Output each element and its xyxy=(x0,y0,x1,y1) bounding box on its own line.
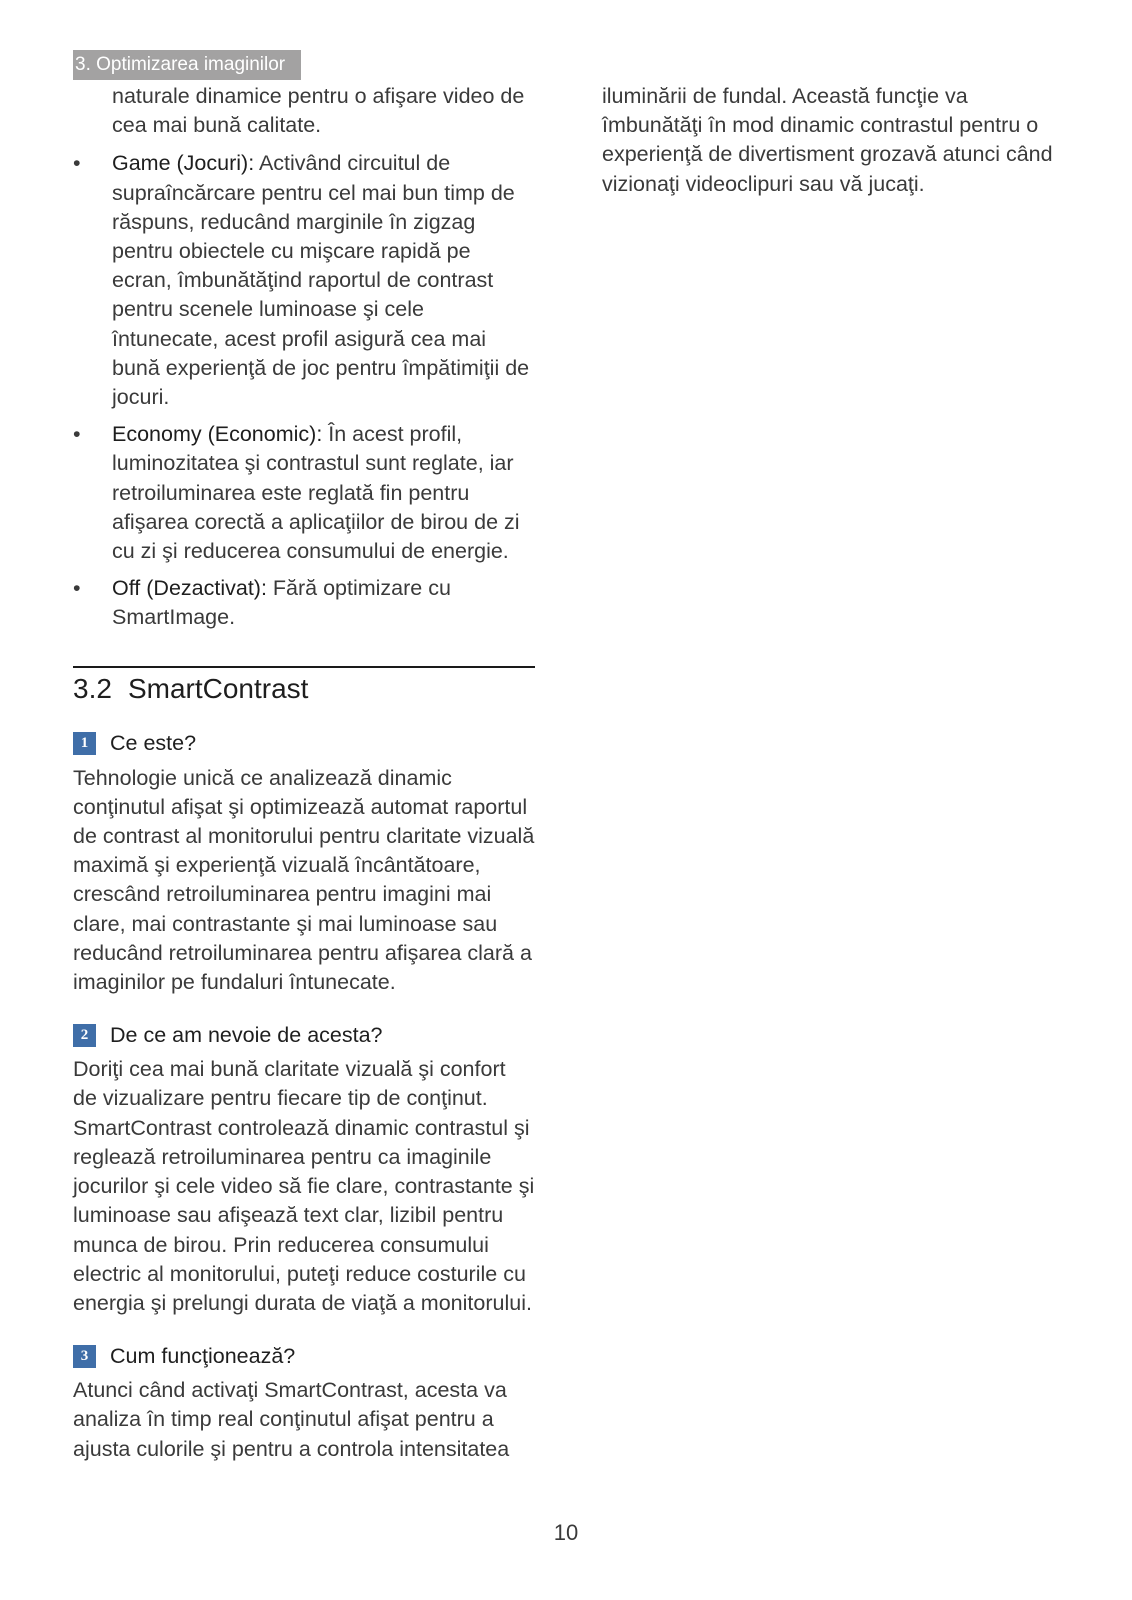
section-number: 3.2 xyxy=(73,672,112,704)
bullet-icon: • xyxy=(73,422,81,447)
list-item-text: În acest profil, luminozitatea şi contrastul sunt reglate, iar retroiluminarea este reglată fin pentru afişarea corectă a aplicaţiilor de birou de zi cu zi şi reducerea consumului de energie. xyxy=(112,422,520,564)
profile-list xyxy=(73,149,535,632)
subsection-body-1: Tehnologie unică ce analizează dinamic conţinutul afişat şi optimizează automat raportul de contrast al monitorului pentru claritate vizuală maximă şi experienţă vizuală încântătoare, crescând retroiluminarea pentru imagini mai clare, mai contrastante şi mai luminoase sau reducând retroiluminarea pentru afişarea clară a imaginilor pe fundaluri întunecate. xyxy=(73,765,535,995)
subsection-heading-2 xyxy=(73,1021,535,1049)
subsection-title: Ce este? xyxy=(110,731,197,756)
list-item-term: Game (Jocuri): xyxy=(112,151,255,176)
list-item xyxy=(73,420,535,566)
number-badge-icon: 2 xyxy=(73,1024,96,1047)
number-badge-icon: 3 xyxy=(73,1345,96,1368)
right-column xyxy=(602,82,1072,199)
subsection-body-3: Atunci când activaţi SmartContrast, acesta va analiza în timp real conţinutul afişat pentru a ajusta culorile şi pentru a controla intensitatea xyxy=(73,1378,510,1461)
list-item-text: Activând circuitul de supraîncărcare pentru cel mai bun timp de răspuns, reducând marginile în zigzag pentru obiectele cu mişcare rapidă pe ecran, îmbunătăţind raportul de contrast pentru scenele luminoase şi cele întunecate, acest profil asigură cea mai bună experienţă de joc pentru împătimiţii de jocuri. xyxy=(112,151,530,410)
section-heading xyxy=(73,666,535,706)
list-item xyxy=(73,574,535,632)
section-header-tab: 3. Optimizarea imaginilor xyxy=(73,50,301,80)
list-item xyxy=(73,149,535,412)
bullet-icon: • xyxy=(73,576,81,601)
list-item-term: Off (Dezactivat): xyxy=(112,576,267,601)
right-continuation-paragraph: iluminării de fundal. Această funcţie va îmbunătăţi în mod dinamic contrastul pentru o experienţă de divertisment grozavă atunci când vizionaţi videoclipuri sau vă jucaţi. xyxy=(602,84,1053,196)
subsection-heading-1 xyxy=(73,730,535,758)
subsection-title: De ce am nevoie de acesta? xyxy=(110,1022,383,1047)
subsection-heading-3 xyxy=(73,1342,535,1370)
continuation-paragraph: naturale dinamice pentru o afişare video de cea mai bună calitate. xyxy=(112,84,525,138)
left-column xyxy=(73,82,535,1464)
subsection-body-2: Doriţi cea mai bună claritate vizuală şi confort de vizualizare pentru fiecare tip de conţinut. SmartContrast controlează dinamic contrastul şi reglează retroiluminarea pentru ca imaginile jocurilor şi cele video să fie clare, contrastante şi luminoase sau afişează text clar, lizibil pentru munca de birou. Prin reducerea consumului electric al monitorului, puteţi reduce costurile cu energia şi prelungi durata de viaţă a monitorului. xyxy=(73,1057,535,1315)
section-title: SmartContrast xyxy=(127,672,309,704)
list-item-term: Economy (Economic): xyxy=(112,422,323,447)
subsection-title: Cum funcţionează? xyxy=(110,1343,296,1368)
page-number: 10 xyxy=(553,1520,579,1545)
list-item-text: Fără optimizare cu SmartImage. xyxy=(112,576,451,630)
bullet-icon: • xyxy=(73,151,81,176)
number-badge-icon: 1 xyxy=(73,732,96,755)
